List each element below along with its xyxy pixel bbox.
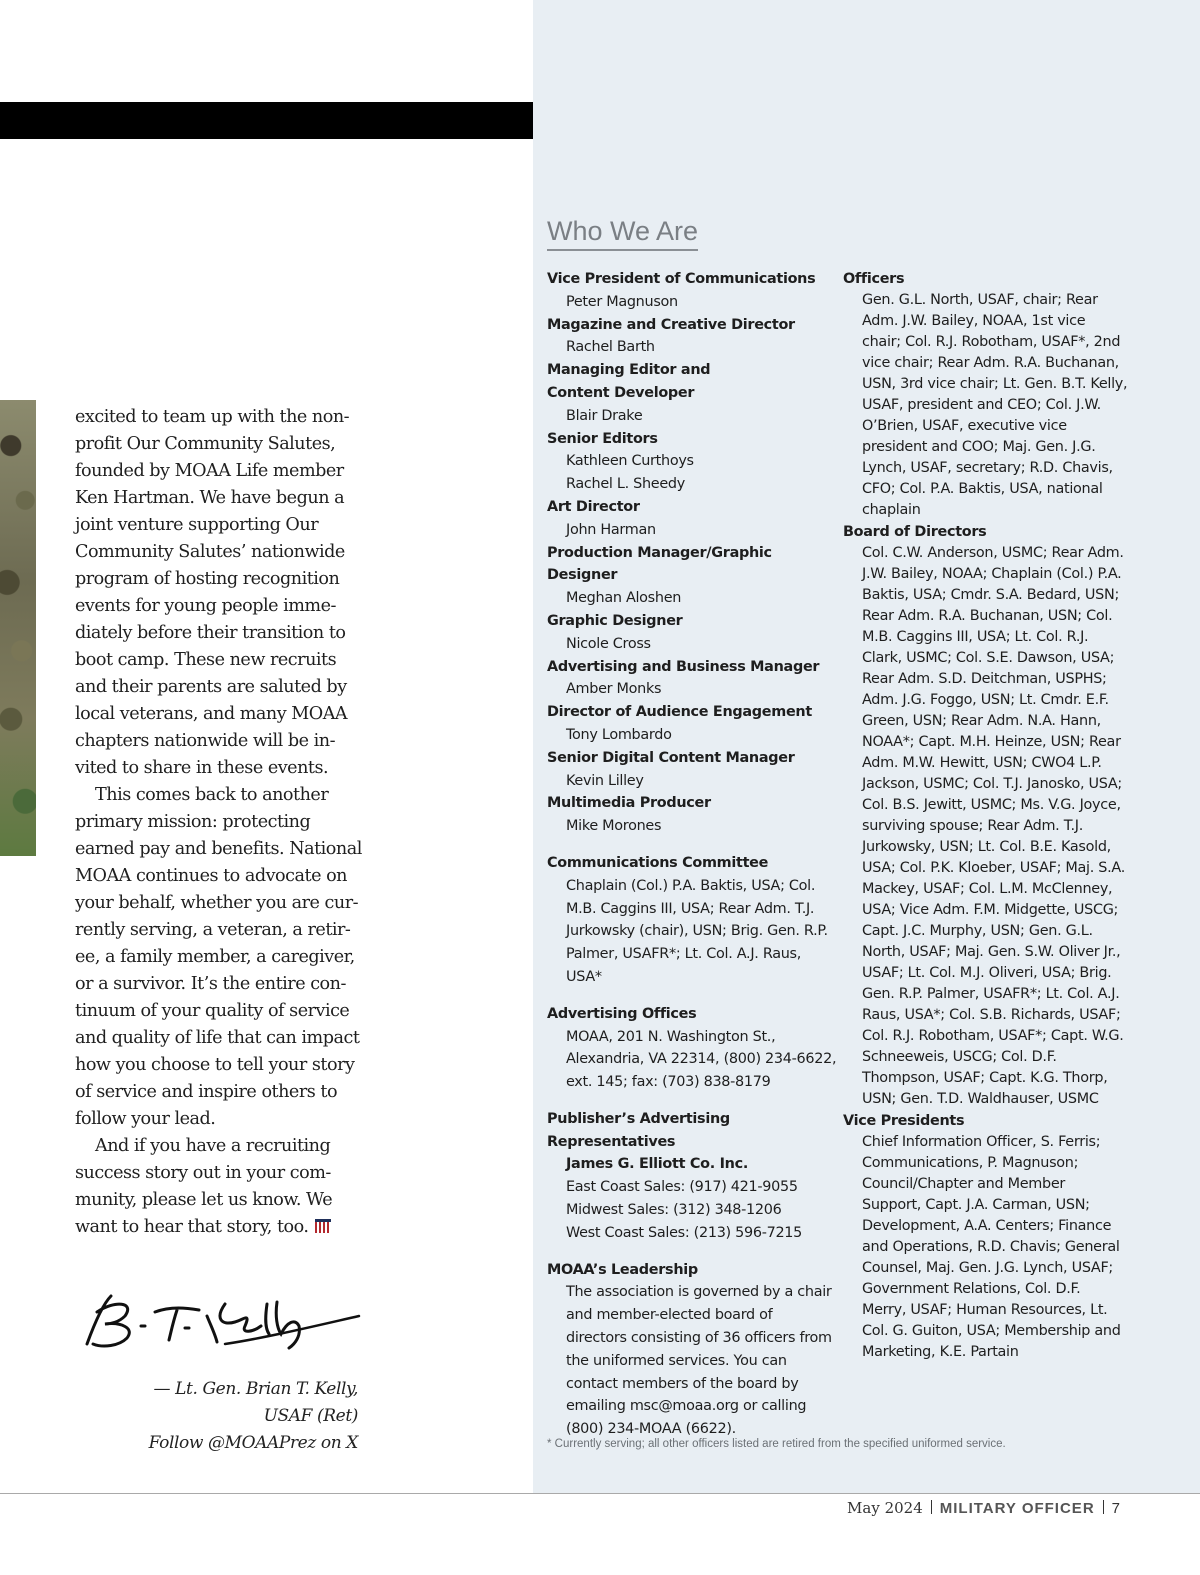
officers-text: Gen. G.L. North, USAF, chair; Rear Adm. J.W. Bailey, NOAA, 1st vice chair; Col. R.J. Robotham, USAF*, 2nd vice chair; Rear Adm. R.A. Buchanan, USN, 3rd vice chair; Lt. Gen. B.T. Kelly, USAF, president and CEO; Col. J.W. O’Brien, USAF, executive vice president and COO; Maj. Gen. J.G. Lynch, USAF, secretary; R.D. Chavis, CFO; Col. P.A. Baktis, USA, national chaplain xyxy=(862,292,1128,518)
staff-role: Director of Audience Engagement xyxy=(547,704,812,721)
author-social: Follow @MOAAPrez on X xyxy=(148,1433,358,1453)
staff-name: Peter Magnuson xyxy=(566,293,678,310)
leadership-text: The association is governed by a chair and member-elected board of directors consisting of 36 officers from the uniformed services. You can contact members of the board by emailing msc@moaa.org or calling (800) 234-MOAA (6622). xyxy=(566,1284,832,1438)
staff-role: Magazine and Creative Director xyxy=(547,316,795,333)
midwest-sales: Midwest Sales: (312) 348-1206 xyxy=(566,1202,782,1219)
ad-offices-address: MOAA, 201 N. Washington St., Alexandria, VA 22314, (800) 234-6622, ext. 145; fax: (703) 838-8179 xyxy=(566,1028,837,1091)
staff-name: Tony Lombardo xyxy=(566,726,672,743)
essay-paragraph-1: excited to team up with the non-profit Our Community Salutes, founded by MOAA Life member Ken Hartman. We have begun a joint venture supporting Our Community Salutes’ nationwide program of hosting recognition events for young people imme-diately before their transition to boot camp. These new recruits and their parents are saluted by local veterans, and many MOAA chapters nationwide will be in-vited to share in these events. xyxy=(75,407,350,778)
board-text: Col. C.W. Anderson, USMC; Rear Adm. J.W. Bailey, NOAA; Chaplain (Col.) P.A. Baktis, USA; Cmdr. S.A. Bedard, USN; Rear Adm. R.A. Buchanan, USN; Col. M.B. Caggins III, USA; Lt. Col. R.J. Clark, USMC; Col. S.E. Dawson, USA; Rear Adm. S.D. Deitchman, USPHS; Adm. J.G. Foggo, USN; Lt. Cmdr. E.F. Green, USN; Rear Adm. N.A. Hann, NOAA*; Capt. M.H. Heinze, USN; Rear Adm. M.W. Hewitt, USN; CWO4 L.P. Jackson, USMC; Col. T.J. Janosko, USA; Col. B.S. Jewitt, USMC; Ms. V.G. Joyce, surviving spouse; Rear Adm. T.J. Jurkowsky, USN; Lt. Col. B.E. Kasold, USA; Col. P.K. Kloeber, USAF; Maj. S.A. Mackey, USAF; Col. L.M. McClenney, USA; Vice Adm. F.M. Midgette, USCG; Capt. J.C. Murphy, USN; Gen. G.L. North, USAF; Maj. Gen. S.W. Oliver Jr., USAF; Lt. Col. M.J. Oliveri, USA; Brig. Gen. R.P. Palmer, USAFR*; Lt. Col. A.J. Raus, USA*; Col. S.B. Richards, USAF; Col. R.J. Robotham, USAF*; Capt. W.G. Schneeweis, USCG; Col. D.F. Thompson, USAF; Capt. K.G. Thorp, USN; Gen. T.D. Waldhauser, USMC xyxy=(862,545,1125,1107)
leadership-heading: MOAA’s Leadership xyxy=(547,1261,698,1278)
staff-role: Senior Digital Content Manager xyxy=(547,749,795,766)
staff-role: Advertising and Business Manager xyxy=(547,658,820,675)
footer-rule xyxy=(0,1493,1200,1494)
staff-role: Managing Editor and Content Developer xyxy=(547,362,711,401)
staff-role: Production Manager/Graphic Designer xyxy=(547,544,772,584)
staff-name: Blair Drake xyxy=(566,407,643,424)
soldiers-photo xyxy=(0,400,36,856)
officers-heading: Officers xyxy=(843,271,905,287)
staff-name: Amber Monks xyxy=(566,681,662,698)
staff-role: Multimedia Producer xyxy=(547,795,711,812)
publisher-company: James G. Elliott Co. Inc. xyxy=(566,1156,748,1173)
essay-body xyxy=(75,404,365,1241)
footnote: * Currently serving; all other officers listed are retired from the specified uniformed service. xyxy=(547,1438,1006,1450)
staff-name: Kathleen Curthoys xyxy=(566,453,694,470)
folio xyxy=(847,1498,1120,1519)
east-coast-sales: East Coast Sales: (917) 421-9055 xyxy=(566,1179,798,1196)
vice-presidents-text: Chief Information Officer, S. Ferris; Communications, P. Magnuson; Council/Chapter and Member Support, Capt. J.A. Carman, USN; Development, A.A. Centers; Finance and Operations, R.D. Chavis; General Counsel, Maj. Gen. J.G. Lynch, USAF; Government Relations, Col. D.F. Merry, USAF; Human Resources, Lt. Col. G. Guiton, USA; Membership and Marketing, K.E. Partain xyxy=(862,1134,1121,1360)
staff-name: Kevin Lilley xyxy=(566,772,644,789)
sign-off xyxy=(75,1376,358,1457)
essay-paragraph-2: This comes back to another primary mission: protecting earned pay and benefits. National MOAA continues to advocate on your behalf, whether you are cur-rently serving, a veteran, a retir-ee, a family member, a caregiver, or a survivor. It’s the entire con-tinuum of your quality of service and quality of life that can impact how you choose to tell your story of service and inspire others to follow your lead. xyxy=(75,785,362,1129)
board-list xyxy=(843,268,1128,1363)
staff-name: Nicole Cross xyxy=(566,635,651,652)
staff-name: Rachel Barth xyxy=(566,339,655,356)
publisher-reps-heading: Publisher’s Advertising Representatives xyxy=(547,1110,730,1150)
essay-paragraph-3-text: And if you have a recruiting success story out in your com-munity, please let us know. We want to hear that story, too. xyxy=(75,1136,333,1237)
staff-name: John Harman xyxy=(566,521,656,538)
staff-list xyxy=(547,268,837,1441)
author-name: — Lt. Gen. Brian T. Kelly, xyxy=(153,1379,358,1399)
moaa-flag-icon xyxy=(315,1219,331,1233)
staff-name: Rachel L. Sheedy xyxy=(566,476,685,493)
magazine-name: MILITARY OFFICER xyxy=(939,1500,1095,1517)
issue-date: May 2024 xyxy=(847,1499,923,1517)
board-heading: Board of Directors xyxy=(843,524,987,540)
section-title: Who We Are xyxy=(547,216,698,251)
ad-offices-heading: Advertising Offices xyxy=(547,1005,697,1022)
staff-role: Vice President of Communications xyxy=(547,271,816,287)
author-service: USAF (Ret) xyxy=(263,1406,358,1426)
west-coast-sales: West Coast Sales: (213) 596-7215 xyxy=(566,1224,803,1241)
vice-presidents-heading: Vice Presidents xyxy=(843,1113,965,1129)
signature xyxy=(75,1282,365,1362)
page-number: 7 xyxy=(1111,1500,1120,1517)
staff-name: Meghan Aloshen xyxy=(566,590,682,607)
header-bar xyxy=(0,102,533,139)
essay-paragraph-3 xyxy=(75,1133,365,1241)
staff-role: Senior Editors xyxy=(547,430,658,447)
staff-name: Mike Morones xyxy=(566,818,662,835)
staff-role: Art Director xyxy=(547,498,640,515)
staff-role: Graphic Designer xyxy=(547,612,683,629)
committee-members: Chaplain (Col.) P.A. Baktis, USA; Col. M.B. Caggins III, USA; Rear Adm. T.J. Jurkowsky (chair), USN; Brig. Gen. R.P. Palmer, USAFR*; Lt. Col. A.J. Raus, USA* xyxy=(566,877,828,985)
committee-heading: Communications Committee xyxy=(547,854,769,871)
